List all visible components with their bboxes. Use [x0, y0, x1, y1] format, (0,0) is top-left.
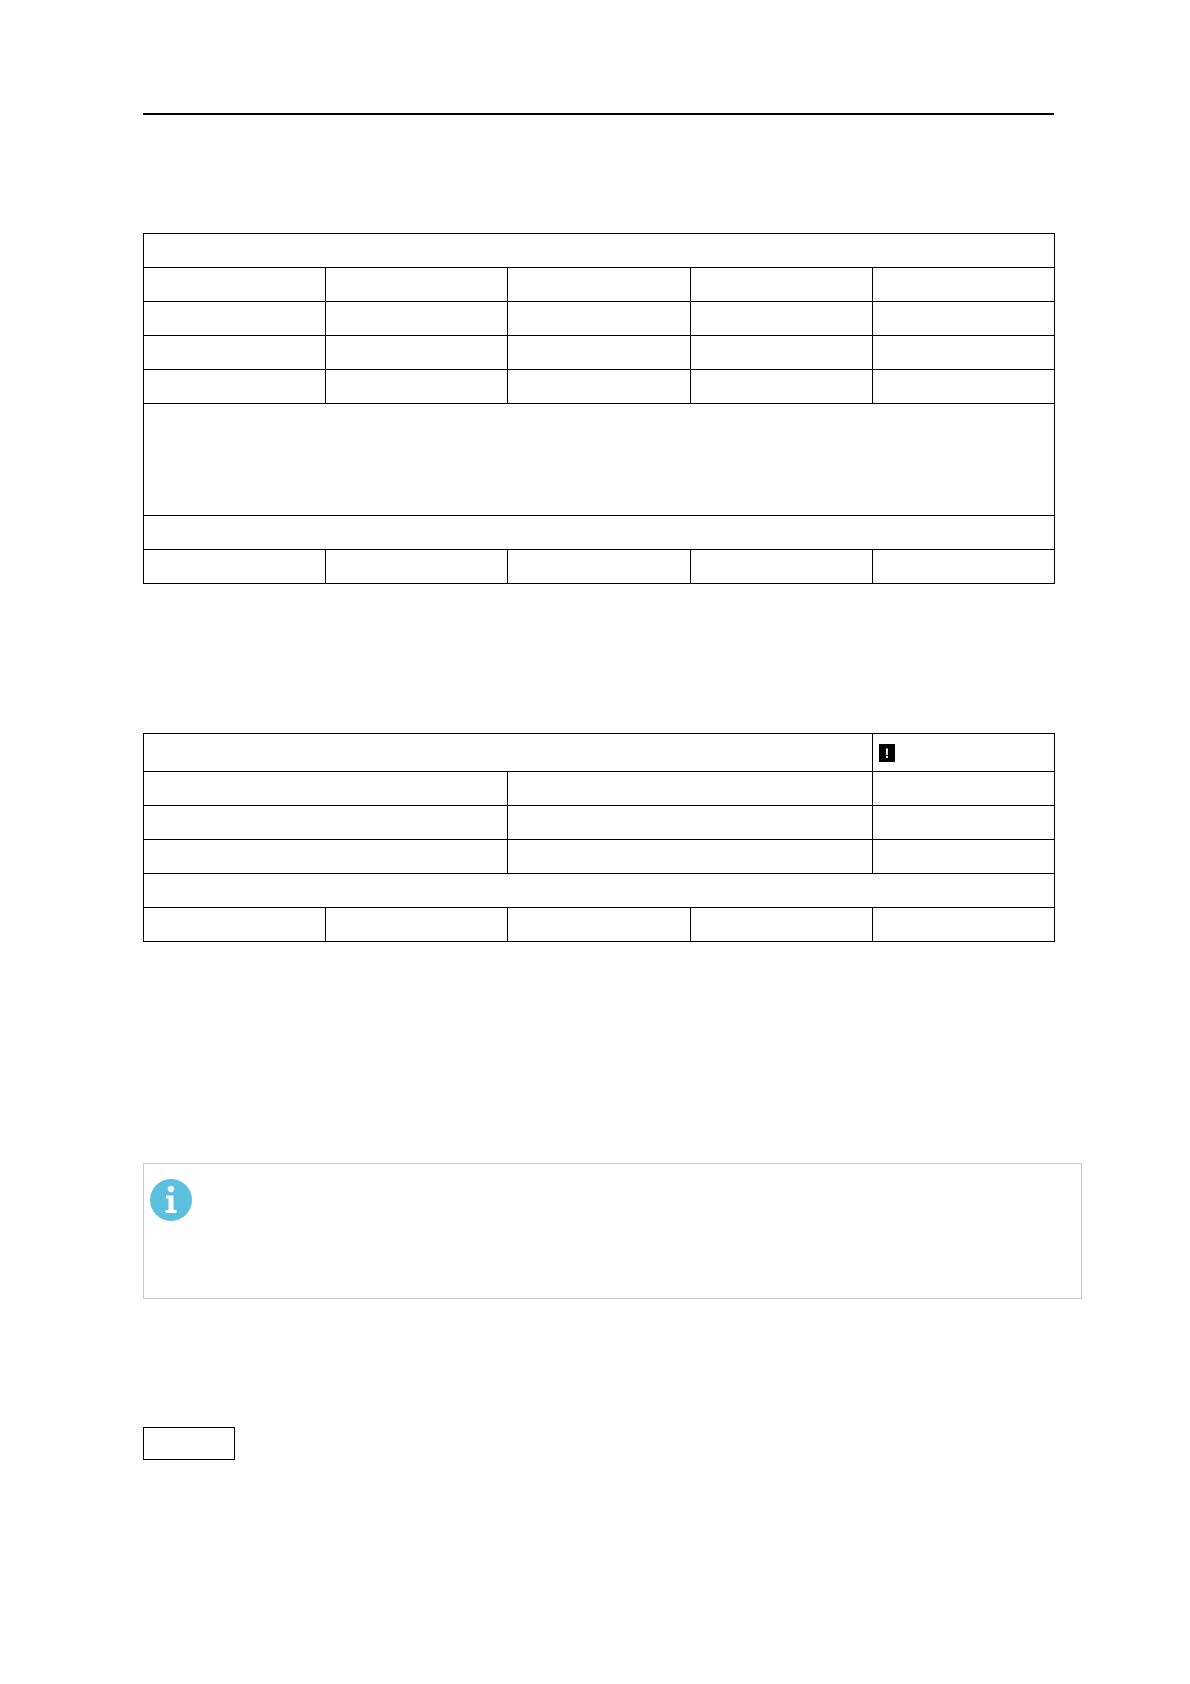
table2-cell — [873, 908, 1055, 942]
table2-cell — [691, 908, 873, 942]
table2-cell — [144, 772, 508, 806]
spec-table-1 — [143, 233, 1055, 584]
spec-table-2 — [143, 733, 1055, 942]
table2-row — [144, 806, 1055, 840]
table1-cell — [144, 336, 326, 370]
table2-subheader — [144, 874, 1055, 908]
table2-cell — [508, 908, 691, 942]
table2-cell — [144, 806, 508, 840]
table2-row — [144, 908, 1055, 942]
table1-row — [144, 370, 1055, 404]
table1-cell — [144, 370, 326, 404]
table1-cell — [691, 302, 873, 336]
table2-cell — [873, 772, 1055, 806]
table1-title — [144, 234, 1055, 268]
info-note-box — [143, 1163, 1082, 1299]
table2-row — [144, 772, 1055, 806]
table1-row — [144, 302, 1055, 336]
table1-cell — [873, 268, 1055, 302]
table1-cell — [326, 302, 508, 336]
table1-cell — [873, 336, 1055, 370]
table1-cell — [691, 336, 873, 370]
table1-subheader — [144, 516, 1055, 550]
table2-cell — [144, 840, 508, 874]
table1-row — [144, 550, 1055, 584]
page-marker-box — [143, 1427, 235, 1460]
table1-cell — [508, 370, 691, 404]
table1-note — [144, 404, 1055, 516]
table1-cell — [691, 268, 873, 302]
table1-cell — [873, 550, 1055, 584]
table2-cell — [508, 840, 873, 874]
table1-cell — [508, 268, 691, 302]
table1-cell — [144, 550, 326, 584]
table1-cell — [508, 336, 691, 370]
table2-cell — [508, 772, 873, 806]
table2-row — [144, 840, 1055, 874]
table2-cell — [144, 908, 326, 942]
table1-cell — [691, 370, 873, 404]
table2-cell — [873, 806, 1055, 840]
table1-cell — [508, 550, 691, 584]
table2-cell — [326, 908, 508, 942]
table1-cell — [873, 370, 1055, 404]
exclamation-square-icon: ! — [879, 744, 895, 762]
table1-cell — [508, 302, 691, 336]
info-circle-icon — [150, 1179, 192, 1221]
table1-cell — [326, 268, 508, 302]
table1-cell — [144, 302, 326, 336]
table2-header-right — [873, 734, 1055, 772]
table2-header-left — [144, 734, 873, 772]
table1-cell — [873, 302, 1055, 336]
table1-cell — [326, 370, 508, 404]
table1-cell — [326, 336, 508, 370]
table2-cell — [508, 806, 873, 840]
header-rule — [143, 113, 1054, 115]
table1-cell — [691, 550, 873, 584]
table1-row — [144, 336, 1055, 370]
table1-cell — [326, 550, 508, 584]
table2-cell — [873, 840, 1055, 874]
table1-cell — [144, 268, 326, 302]
table1-row — [144, 268, 1055, 302]
